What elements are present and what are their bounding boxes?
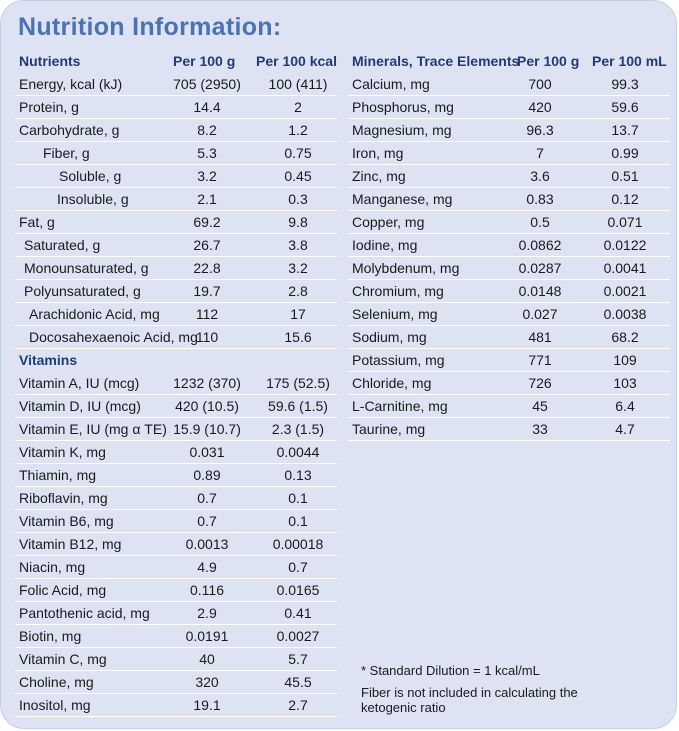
mineral-row [348, 96, 670, 119]
vitamin-name: Vitamin C, mg [19, 651, 107, 667]
mineral-value-col1: 96.3 [526, 122, 554, 138]
vitamin-value-col2: 45.5 [284, 674, 312, 690]
per-100kcal-header: Per 100 kcal [256, 53, 337, 69]
vitamin-name: Folic Acid, mg [19, 582, 107, 598]
mineral-value-col2: 0.0041 [603, 260, 647, 276]
nutrient-row [15, 280, 337, 303]
nutrient-row [15, 96, 337, 119]
nutrient-row [15, 119, 337, 142]
vitamin-name: Inositol, mg [19, 697, 91, 713]
nutrient-row [15, 142, 337, 165]
mineral-value-col2: 0.0038 [603, 306, 647, 322]
mineral-value-col2: 59.6 [611, 99, 639, 115]
vitamin-name: Biotin, mg [19, 628, 82, 644]
vitamin-name: Thiamin, mg [19, 467, 97, 483]
mineral-row [348, 142, 670, 165]
mineral-value-col1: 0.83 [526, 191, 554, 207]
vitamin-value-col2: 0.0044 [276, 444, 320, 460]
vitamin-row [15, 441, 337, 464]
mineral-value-col2: 0.0122 [603, 237, 647, 253]
nutrient-row [15, 165, 337, 188]
vitamin-name: Vitamin K, mg [19, 444, 106, 460]
vitamin-value-col1: 15.9 (10.7) [173, 421, 241, 437]
nutrient-row [15, 326, 337, 349]
nutrient-name: Docosahexaenoic Acid, mg [29, 329, 198, 345]
mineral-name: Magnesium, mg [352, 122, 452, 138]
mineral-name: L-Carnitine, mg [352, 398, 448, 414]
nutrient-value-col1: 22.8 [193, 260, 221, 276]
mineral-value-col1: 3.6 [530, 168, 550, 184]
vitamins-heading: Vitamins [19, 352, 78, 368]
mineral-name: Chloride, mg [352, 375, 432, 391]
vitamin-row [15, 464, 337, 487]
mineral-row [348, 211, 670, 234]
vitamin-value-col1: 0.031 [189, 444, 225, 460]
nutrient-value-col1: 8.2 [197, 122, 217, 138]
vitamin-name: Riboflavin, mg [19, 490, 108, 506]
nutrient-value-col2: 15.6 [284, 329, 312, 345]
mineral-value-col2: 99.3 [611, 76, 639, 92]
mineral-row [348, 418, 670, 441]
mineral-value-col1: 0.0148 [518, 283, 562, 299]
mineral-value-col1: 700 [528, 76, 552, 92]
nutrient-name: Arachidonic Acid, mg [29, 306, 160, 322]
nutrient-row [15, 73, 337, 96]
vitamin-value-col1: 0.0191 [185, 628, 229, 644]
fiber-note: Fiber is not included in calculating the ketogenic ratio [361, 685, 578, 715]
mineral-row [348, 303, 670, 326]
vitamin-value-col2: 0.00018 [272, 536, 324, 552]
vitamin-value-col1: 4.9 [197, 559, 217, 575]
vitamin-value-col2: 175 (52.5) [266, 375, 330, 391]
mineral-name: Selenium, mg [352, 306, 438, 322]
mineral-value-col2: 68.2 [611, 329, 639, 345]
nutrient-value-col1: 3.2 [197, 168, 217, 184]
mineral-value-col1: 0.0287 [518, 260, 562, 276]
mineral-name: Molybdenum, mg [352, 260, 460, 276]
vitamin-value-col2: 0.1 [288, 513, 308, 529]
nutrient-value-col2: 9.8 [288, 214, 308, 230]
vitamin-name: Vitamin B12, mg [19, 536, 122, 552]
nutrient-value-col2: 0.3 [288, 191, 308, 207]
vitamin-row [15, 602, 337, 625]
vitamin-row [15, 694, 337, 717]
mineral-row [348, 119, 670, 142]
vitamin-value-col2: 0.0165 [276, 582, 320, 598]
mineral-name: Zinc, mg [352, 168, 406, 184]
nutrient-value-col2: 0.75 [284, 145, 312, 161]
vitamin-row [15, 671, 337, 694]
mineral-row [348, 372, 670, 395]
vitamin-value-col2: 0.13 [284, 467, 312, 483]
nutrient-value-col1: 19.7 [193, 283, 221, 299]
vitamin-value-col1: 1232 (370) [173, 375, 241, 391]
nutrient-name: Fiber, g [43, 145, 90, 161]
nutrient-value-col2: 2 [294, 99, 302, 115]
vitamin-value-col1: 19.1 [193, 697, 221, 713]
vitamin-value-col1: 40 [199, 651, 215, 667]
vitamin-row [15, 648, 337, 671]
mineral-value-col2: 6.4 [615, 398, 635, 414]
mineral-value-col1: 0.5 [530, 214, 550, 230]
nutrient-value-col1: 69.2 [193, 214, 221, 230]
mineral-row [348, 165, 670, 188]
vitamin-name: Pantothenic acid, mg [19, 605, 150, 621]
mineral-row [348, 395, 670, 418]
per-100g-header: Per 100 g [173, 53, 236, 69]
vitamin-row [15, 625, 337, 648]
nutrient-value-col2: 3.8 [288, 237, 308, 253]
mineral-value-col2: 0.0021 [603, 283, 647, 299]
nutrient-row [15, 303, 337, 326]
nutrient-name: Carbohydrate, g [19, 122, 120, 138]
mineral-name: Copper, mg [352, 214, 425, 230]
nutrient-name: Protein, g [19, 99, 79, 115]
vitamin-row [15, 510, 337, 533]
nutrient-row [15, 188, 337, 211]
nutrient-value-col2: 17 [290, 306, 306, 322]
mineral-value-col2: 0.99 [611, 145, 639, 161]
mineral-name: Taurine, mg [352, 421, 426, 437]
mineral-value-col1: 481 [528, 329, 552, 345]
nutrient-value-col2: 3.2 [288, 260, 308, 276]
mineral-name: Iron, mg [352, 145, 404, 161]
mineral-name: Iodine, mg [352, 237, 418, 253]
vitamin-value-col2: 0.1 [288, 490, 308, 506]
vitamin-value-col1: 0.116 [190, 582, 224, 598]
vitamin-value-col1: 0.89 [193, 467, 221, 483]
mineral-value-col1: 771 [528, 352, 552, 368]
nutrient-value-col2: 0.45 [284, 168, 312, 184]
nutrient-value-col2: 1.2 [288, 122, 308, 138]
vitamin-row [15, 418, 337, 441]
nutrient-row [15, 234, 337, 257]
mineral-row [348, 326, 670, 349]
vitamin-value-col2: 0.0027 [276, 628, 320, 644]
mineral-name: Calcium, mg [352, 76, 430, 92]
mineral-name: Sodium, mg [352, 329, 427, 345]
nutrient-row [15, 211, 337, 234]
vitamin-row [15, 395, 337, 418]
vitamin-name: Vitamin D, IU (mcg) [19, 398, 141, 414]
mineral-value-col1: 726 [528, 375, 552, 391]
vitamin-name: Choline, mg [19, 674, 94, 690]
mineral-name: Manganese, mg [352, 191, 453, 207]
vitamin-row [15, 556, 337, 579]
vitamin-value-col1: 320 [195, 674, 219, 690]
nutrient-value-col1: 110 [195, 329, 219, 345]
vitamin-value-col1: 0.7 [197, 513, 217, 529]
nutrient-name: Energy, kcal (kJ) [19, 76, 123, 92]
mineral-value-col1: 45 [532, 398, 548, 414]
vitamin-value-col2: 59.6 (1.5) [268, 398, 328, 414]
mineral-value-col2: 0.12 [611, 191, 639, 207]
vitamin-row [15, 372, 337, 395]
nutrient-name: Insoluble, g [57, 191, 129, 207]
vitamin-name: Vitamin A, IU (mcg) [19, 375, 140, 391]
nutrient-name: Fat, g [19, 214, 55, 230]
mineral-name: Potassium, mg [352, 352, 445, 368]
vitamin-name: Niacin, mg [19, 559, 86, 575]
vitamin-row [15, 579, 337, 602]
vitamin-value-col1: 420 (10.5) [175, 398, 239, 414]
mineral-value-col1: 7 [536, 145, 544, 161]
mineral-value-col1: 420 [528, 99, 552, 115]
nutrient-value-col1: 2.1 [197, 191, 217, 207]
nutrient-name: Soluble, g [59, 168, 122, 184]
mineral-row [348, 73, 670, 96]
nutrient-value-col1: 14.4 [193, 99, 221, 115]
nutrient-name: Polyunsaturated, g [24, 283, 141, 299]
mineral-row [348, 234, 670, 257]
mineral-value-col2: 0.51 [611, 168, 639, 184]
mineral-row [348, 188, 670, 211]
mineral-name: Phosphorus, mg [352, 99, 454, 115]
vitamin-value-col1: 0.7 [197, 490, 217, 506]
vitamin-value-col2: 0.41 [284, 605, 312, 621]
nutrients-table [15, 73, 337, 349]
mineral-row [348, 349, 670, 372]
nutrient-value-col2: 2.8 [288, 283, 308, 299]
nutrient-row [15, 257, 337, 280]
mineral-value-col2: 13.7 [611, 122, 639, 138]
vitamin-value-col2: 0.7 [288, 559, 308, 575]
mineral-value-col2: 109 [613, 352, 637, 368]
vitamin-value-col2: 5.7 [288, 651, 308, 667]
page-title: Nutrition Information: [18, 13, 282, 41]
vitamin-row [15, 487, 337, 510]
mineral-value-col1: 0.0862 [518, 237, 562, 253]
mineral-value-col2: 0.071 [607, 214, 643, 230]
nutrient-value-col1: 26.7 [193, 237, 221, 253]
mineral-value-col2: 4.7 [615, 421, 635, 437]
minerals-table [348, 73, 670, 441]
mineral-value-col2: 103 [613, 375, 637, 391]
nutrients-header: Nutrients [19, 53, 81, 69]
per-100g-header-right: Per 100 g [517, 53, 580, 69]
mineral-value-col1: 0.027 [522, 306, 558, 322]
minerals-header: Minerals, Trace Elements [352, 53, 520, 69]
nutrient-value-col1: 112 [195, 306, 219, 322]
mineral-row [348, 280, 670, 303]
vitamin-value-col1: 0.0013 [185, 536, 229, 552]
mineral-value-col1: 33 [532, 421, 548, 437]
vitamin-row [15, 533, 337, 556]
nutrient-name: Saturated, g [24, 237, 101, 253]
per-100ml-header: Per 100 mL [592, 53, 667, 69]
vitamin-name: Vitamin E, IU (mg α TE) [19, 421, 167, 437]
mineral-row [348, 257, 670, 280]
vitamin-value-col2: 2.7 [288, 697, 308, 713]
dilution-note: * Standard Dilution = 1 kcal/mL [361, 663, 540, 678]
nutrient-name: Monounsaturated, g [24, 260, 149, 276]
nutrient-value-col2: 100 (411) [268, 76, 328, 92]
vitamin-value-col2: 2.3 (1.5) [271, 421, 325, 437]
vitamins-table [15, 372, 337, 717]
nutrient-value-col1: 705 (2950) [173, 76, 241, 92]
mineral-name: Chromium, mg [352, 283, 444, 299]
vitamin-value-col1: 2.9 [197, 605, 217, 621]
nutrient-value-col1: 5.3 [197, 145, 217, 161]
vitamin-name: Vitamin B6, mg [19, 513, 114, 529]
